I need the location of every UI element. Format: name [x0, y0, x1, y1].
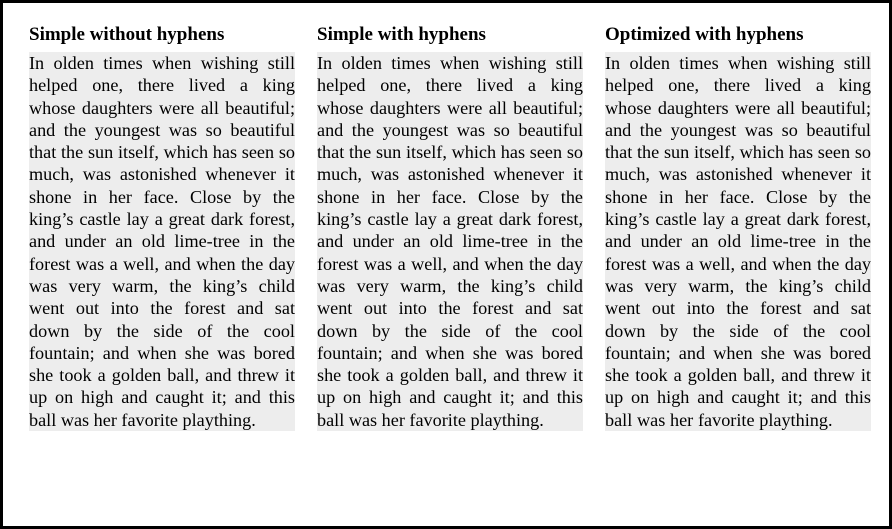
column-container: [3, 3, 889, 431]
column-simple-without-hyphens: [29, 23, 295, 431]
column-optimized-with-hyphens: [605, 23, 871, 431]
column-paragraph: In olden times when wishing still helped one, there lived a king whose daughters were all beautiful; and the youngest was so beautiful that the sun itself, which has seen so much, was astonished whenever it shone in her face. Close by the king’s castle lay a great dark forest, and under an old lime-tree in the forest was a well, and when the day was very warm, the king’s child went out into the forest and sat down by the side of the cool fountain; and when she was bored she took a golden ball, and threw it up on high and caught it; and this ball was her favorite plaything.: [605, 53, 871, 430]
column-paragraph: In olden times when wishing still helped one, there lived a king whose daughters were all beautiful; and the youngest was so beautiful that the sun itself, which has seen so much, was astonished whenever it shone in her face. Close by the king’s castle lay a great dark forest, and under an old lime-tree in the forest was a well, and when the day was very warm, the king’s child went out into the forest and sat down by the side of the cool fountain; and when she was bored she took a golden ball, and threw it up on high and caught it; and this ball was her favorite plaything.: [317, 53, 583, 430]
column-paragraph: In olden times when wishing still helped one, there lived a king whose daughters were all beautiful; and the youngest was so beautiful that the sun itself, which has seen so much, was astonished whenever it shone in her face. Close by the king’s castle lay a great dark forest, and under an old lime-tree in the forest was a well, and when the day was very warm, the king’s child went out into the forest and sat down by the side of the cool fountain; and when she was bored she took a golden ball, and threw it up on high and caught it; and this ball was her favorite plaything.: [29, 53, 295, 430]
column-simple-with-hyphens: [317, 23, 583, 431]
column-heading: Optimized with hyphens: [605, 24, 804, 45]
column-heading: Simple with hyphens: [317, 24, 486, 45]
column-heading: Simple without hyphens: [29, 24, 225, 45]
